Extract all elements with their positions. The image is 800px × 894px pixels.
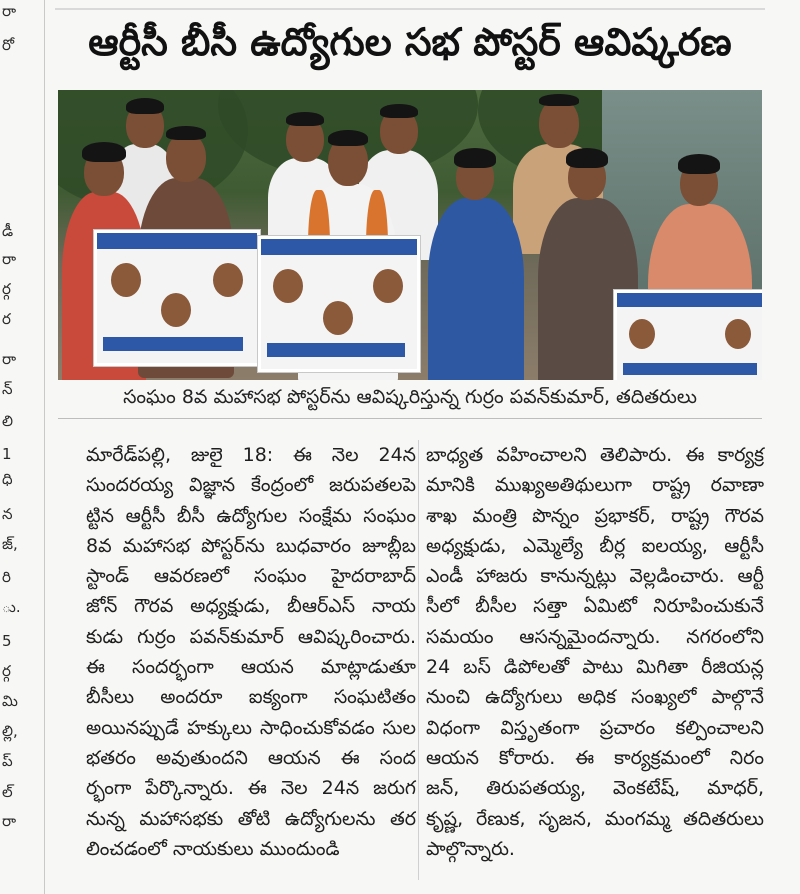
article-text-line: సుందరయ్య విజ్ఞాన కేంద్రంలో జరుపతలపె bbox=[86, 474, 416, 497]
adjacent-column-char: ల్ bbox=[2, 783, 13, 801]
article-text-line: 24 బస్ డిపోలతో పాటు మిగితా రీజియన్ల bbox=[426, 656, 764, 679]
article-text-line: ఎండీ హాజరు కానున్నట్లు వెల్లడించారు. ఆర్టీ bbox=[426, 565, 764, 588]
adjacent-column-char: న bbox=[2, 505, 13, 523]
article-text-line: విధంగా విస్తృతంగా ప్రచారం కల్పించాలని bbox=[426, 716, 764, 739]
adjacent-column-char: 5 bbox=[2, 632, 12, 650]
adjacent-column-char: ర్గ bbox=[2, 662, 11, 680]
adjacent-column-char: ల్లి, bbox=[2, 722, 18, 740]
article-text-line: అధ్యక్షుడు, ఎమ్మెల్యే బీర్ల ఐలయ్య, ఆర్టీసీ bbox=[426, 534, 764, 557]
article-text-line: భతరం అవుతుందని ఆయన ఈ సంద bbox=[86, 746, 416, 769]
article-text-line: ఆయన కోరారు. ఈ కార్యక్రమంలో నిరం bbox=[426, 746, 764, 769]
adjacent-column-char: డీ bbox=[2, 222, 14, 240]
article-text-line: కుడు గుర్రం పవన్‌కుమార్ ఆవిష్కరించారు. bbox=[86, 625, 416, 648]
article-text-line: మారేడ్‌పల్లి, జులై 18: ఈ నెల 24న bbox=[86, 444, 416, 466]
article-text-line: నుంచి ఉద్యోగులు అధిక సంఖ్యలో పాల్గొనే bbox=[426, 686, 764, 709]
article-text-line: బాధ్యత వహించాలని తెలిపారు. ఈ కార్యక్ర bbox=[426, 444, 764, 466]
column-divider bbox=[44, 0, 45, 894]
article-text-line: అయినప్పుడే హక్కులు సాధించుకోవడం సుల bbox=[86, 716, 416, 739]
article-text-line: ఈ సందర్భంగా ఆయన మాట్లాడుతూ bbox=[86, 656, 416, 679]
top-rule bbox=[55, 8, 765, 10]
adjacent-column-fragment bbox=[0, 0, 22, 894]
adjacent-column-char: ధి bbox=[2, 470, 13, 488]
article-text-line: ట్టిన ఆర్టీసీ బీసీ ఉద్యోగుల సంక్షేమ సంఘం bbox=[86, 504, 416, 527]
article-text-line: జోన్ గౌరవ అధ్యక్షుడు, బీఆర్‌ఎస్ నాయ bbox=[86, 595, 416, 618]
article-text-line: లించడంలో నాయకులు ముందుండి bbox=[86, 837, 340, 860]
article-text-line: మానికి ముఖ్యఅతిథులుగా రాష్ట్ర రవాణా bbox=[426, 474, 764, 497]
adjacent-column-char: రి bbox=[2, 568, 11, 586]
poster-center bbox=[258, 236, 420, 372]
photo-caption: సంఘం 8వ మహాసభ పోస్టర్‌ను ఆవిష్కరిస్తున్న గుర్రం పవన్‌కుమార్, తదితరులు bbox=[123, 385, 697, 408]
article-text-line: జన్, తిరుపతయ్య, వెంకటేష్, మాధర్, bbox=[426, 777, 764, 800]
text-column-divider bbox=[418, 440, 419, 880]
adjacent-column-char: లి bbox=[2, 412, 13, 430]
adjacent-column-char: జ్, bbox=[2, 535, 18, 553]
article-text-line: సీలో బీసీల సత్తా ఏమిటో నిరూపించుకునే bbox=[426, 595, 764, 618]
article-column-right bbox=[426, 440, 764, 864]
adjacent-column-char: 1 bbox=[2, 445, 12, 463]
adjacent-column-char: ప్ bbox=[2, 752, 13, 770]
poster-left bbox=[94, 230, 260, 366]
article-text-line: పాల్గొన్నారు. bbox=[426, 837, 515, 860]
adjacent-column-char: రా bbox=[2, 350, 17, 368]
poster-right bbox=[614, 290, 762, 380]
article-text-line: కృష్ణ, రేణుక, సృజన, మంగమ్మ తదితరులు bbox=[426, 807, 764, 830]
article-text-line: బీసీలు అందరూ ఐక్యంగా సంఘటితం bbox=[86, 686, 416, 709]
adjacent-column-char: రా bbox=[2, 2, 17, 20]
adjacent-column-char: న్ bbox=[2, 380, 13, 398]
article-text-line: ర్భంగా పేర్కొన్నారు. ఈ నెల 24న జరుగ bbox=[86, 777, 416, 800]
adjacent-column-char: ర్గ bbox=[2, 280, 11, 298]
adjacent-column-char: మి bbox=[2, 692, 18, 710]
adjacent-column-char: రా bbox=[2, 250, 17, 268]
adjacent-column-char: ు. bbox=[2, 598, 21, 616]
article-headline: ఆర్టీసీ బీసీ ఉద్యోగుల సభ పోస్టర్ ఆవిష్కరణ bbox=[88, 20, 732, 64]
article-photo bbox=[58, 90, 762, 380]
article-text-line: శాఖ మంత్రి పొన్నం ప్రభాకర్, రాష్ట్ర గౌరవ bbox=[426, 504, 764, 527]
article-column-left bbox=[86, 440, 416, 864]
adjacent-column-char: రా bbox=[2, 812, 17, 830]
article-text-line: సమయం ఆసన్నమైందన్నారు. నగరంలోని bbox=[426, 625, 764, 648]
article-text-line: నున్న మహాసభకు తోటి ఉద్యోగులను తర bbox=[86, 807, 416, 830]
adjacent-column-char: రో bbox=[2, 36, 15, 54]
caption-rule bbox=[58, 418, 762, 419]
article-text-line: స్టాండ్ ఆవరణలో సంఘం హైదరాబాద్ bbox=[86, 565, 416, 588]
article-text-line: 8వ మహాసభ పోస్టర్‌ను బుధవారం జూబ్లీబ bbox=[86, 534, 416, 557]
adjacent-column-char: ర bbox=[2, 310, 11, 328]
